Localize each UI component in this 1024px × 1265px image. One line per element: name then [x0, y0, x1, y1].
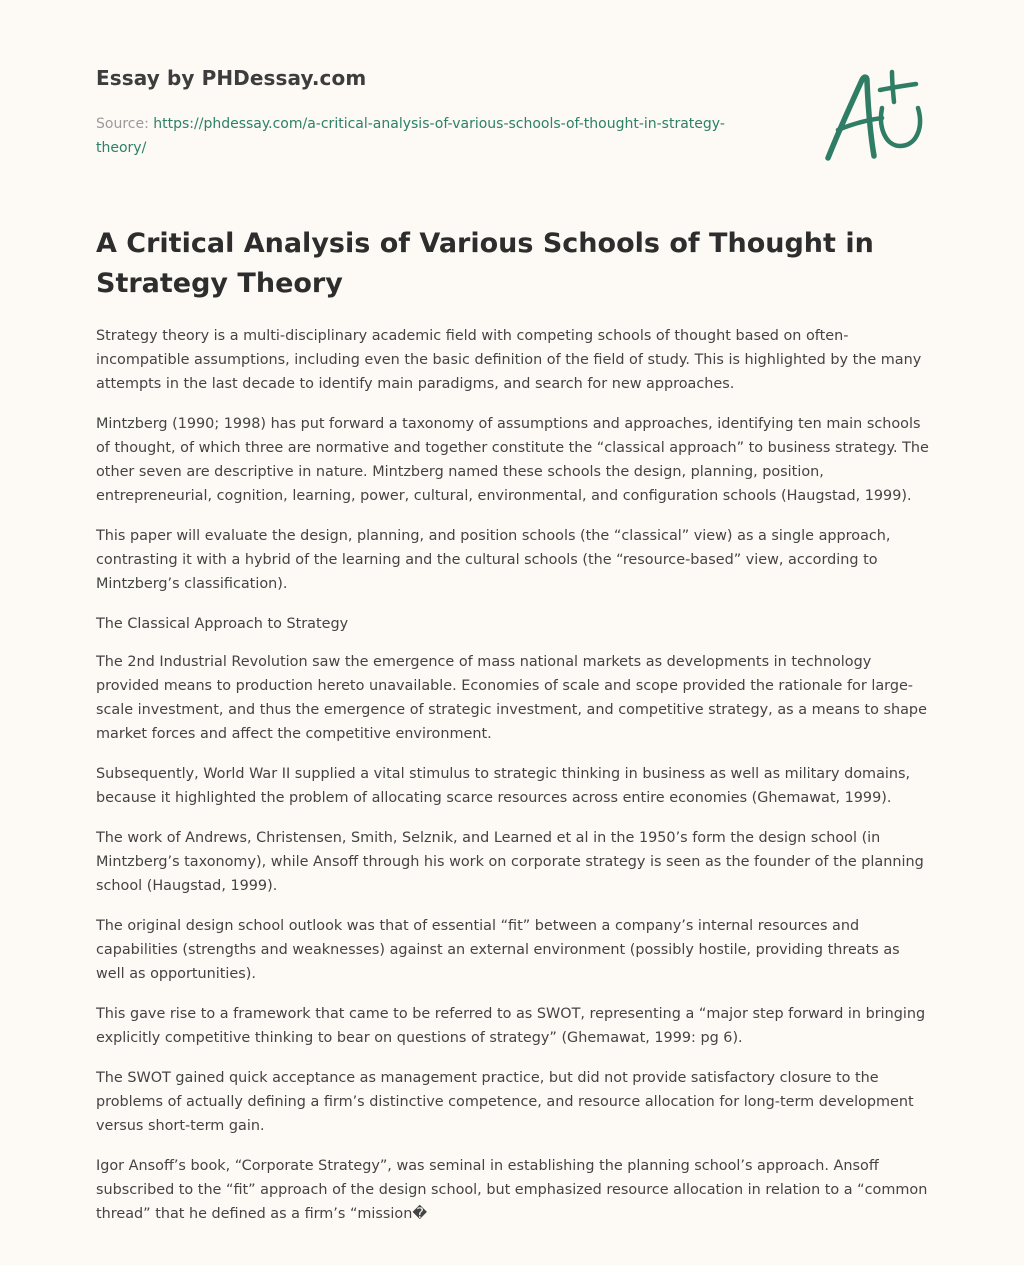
essay-title: A Critical Analysis of Various Schools of Thought in Strategy Theory	[96, 228, 874, 299]
paragraph: Strategy theory is a multi-disciplinary academic field with competing schools of thought based on often-incompatible assumptions, including even the basic definition of the field of study. This is highlighted by the many attempts in the last decade to identify main paradigms, and search for new approaches.	[96, 328, 922, 392]
paragraph: This paper will evaluate the design, planning, and position schools (the “classical” view) as a single approach, contrasting it with a hybrid of the learning and the cultural schools (the “resource-based” view, according to Mintzberg’s classification).	[96, 528, 891, 592]
paragraph: This gave rise to a framework that came to be referred to as SWOT, representing a “major step forward in bringing explicitly competitive thinking to bear on questions of strategy” (Ghemawat, 1999: pg 6).	[96, 1006, 926, 1046]
paragraph: The original design school outlook was that of essential “fit” between a company’s internal resources and capabilities (strengths and weaknesses) against an external environment (possibly hostile, providing threats as well as opportunities).	[96, 918, 900, 982]
source-link[interactable]: https://phdessay.com/a-critical-analysis-of-various-schools-of-thought-in-strategy-theory/	[96, 116, 725, 156]
site-brand: Essay by PHDessay.com	[96, 66, 367, 90]
paragraph: The work of Andrews, Christensen, Smith, Selznik, and Learned et al in the 1950’s form the design school (in Mintzberg’s taxonomy), while Ansoff through his work on corporate strategy is seen as the founder of the planning school (Haugstad, 1999).	[96, 830, 924, 894]
paragraph: Subsequently, World War II supplied a vital stimulus to strategic thinking in business as well as military domains, because it highlighted the problem of allocating scarce resources across entire economies (Ghemawat, 1999).	[96, 766, 911, 806]
paragraph: The SWOT gained quick acceptance as management practice, but did not provide satisfactory closure to the problems of actually defining a firm’s distinctive competence, and resource allocation for long-term development versus short-term gain.	[96, 1070, 914, 1134]
paragraph: Igor Ansoff’s book, “Corporate Strategy”, was seminal in establishing the planning school’s approach. Ansoff subscribed to the “fit” approach of the design school, but emphasized resource allocation in relation to a “common thread” that he defined as a firm’s “mission�	[96, 1158, 928, 1222]
source-line	[96, 112, 736, 160]
paragraph: The 2nd Industrial Revolution saw the emergence of mass national markets as developments in technology provided means to production hereto unavailable. Economies of scale and scope provided the rationale for large-scale investment, and thus the emergence of strategic investment, and competitive strategy, as a means to shape market forces and affect the competitive environment.	[96, 654, 927, 742]
section-heading: The Classical Approach to Strategy	[96, 616, 349, 632]
paragraph: Mintzberg (1990; 1998) has put forward a taxonomy of assumptions and approaches, identifying ten main schools of thought, of which three are normative and together constitute the “classical approach” to business strategy. The other seven are descriptive in nature. Mintzberg named these schools the design, planning, position, entrepreneurial, cognition, learning, power, cultural, environmental, and configuration schools (Haugstad, 1999).	[96, 416, 929, 504]
source-label: Source:	[96, 116, 154, 132]
essay-body	[96, 324, 932, 1242]
a-plus-logo-icon	[820, 66, 930, 166]
